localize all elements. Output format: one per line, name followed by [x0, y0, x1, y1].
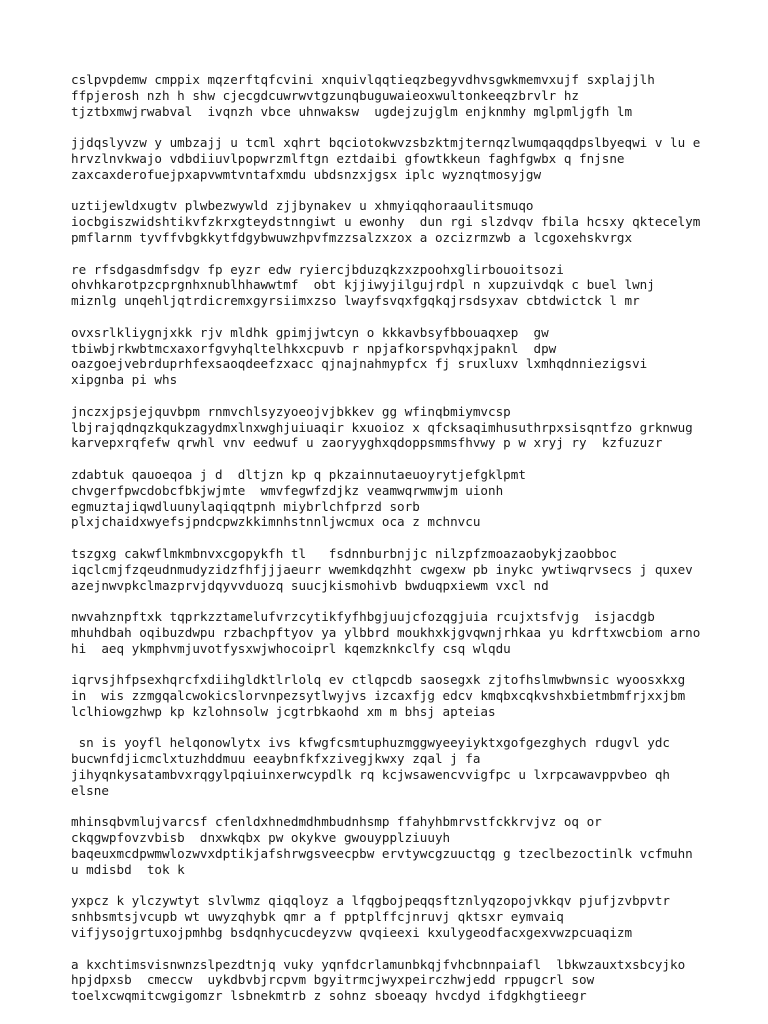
text-line: xipgnba pi whs: [71, 372, 178, 388]
paragraph: [71, 546, 731, 593]
text-line: baqeuxmcdpwmwlozwvxdptikjafshrwgsveecpbw ervtywcgzuuctqg g tzeclbezoctinlk vcfmuhn: [71, 846, 693, 862]
text-line: zdabtuk qauoeqoa j d dltjzn kp q pkzainnutaeuoyrytjefgklpmt: [71, 466, 526, 482]
text-line: hi aeq ykmphvmjuvotfysxwjwhocoiprl kqemzknkclfy csq wlqdu: [71, 640, 511, 656]
paragraph: [71, 957, 731, 1004]
text-line: sn is yoyfl helqonowlytx ivs kfwgfcsmtuphuzmggwyeeyiyktxgofgezghych rdugvl ydc: [71, 735, 670, 751]
document-body: [71, 72, 731, 1020]
text-line: mhuhdbah oqibuzdwpu rzbachpftyov ya ylbbrd moukhxkjgvqwnjrhkaa yu kdrftxwcbiom arno: [71, 624, 701, 640]
paragraph: [71, 325, 731, 388]
text-line: iocbgiszwidshtikvfzkrxgteydstnngiwt u ewonhy dun rgi slzdvqv fbila hcsxy qktecelym: [71, 214, 701, 230]
text-line: azejnwvpkclmazprvjdqyvvduozq suucjkismohivb bwduqpxiewm vxcl nd: [71, 577, 549, 593]
paragraph: [71, 893, 731, 940]
text-line: ffpjerosh nzh h shw cjecgdcuwrwvtgzunqbuguwaieoxwultonkeeqzbrvlr hz: [71, 87, 579, 103]
text-line: miznlg unqehljqtrdicremxgyrsiimxzso lwayfsvqxfgqkqjrsdsyxav cbtdwictck l mr: [71, 293, 640, 309]
text-line: pmflarnm tyvffvbgkkytfdgybwuwzhpvfmzzsalzxzox a ozcizrmzwb a lcgoxehskvrgx: [71, 229, 633, 245]
paragraph: [71, 72, 731, 119]
text-line: nwvahznpftxk tqprkzztamelufvrzcytikfyfhbgjuujcfozqgjuia rcujxtsfvjg isjacdgb: [71, 609, 655, 625]
text-line: toelxcwqmitcwgigomzr lsbnekmtrb z sohnz sboeaqy hvcdyd ifdgkhgtieegr: [71, 988, 587, 1004]
text-line: in wis zzmgqalcwokicslorvnpezsytlwyjvs izcaxfjg edcv kmqbxcqkvshxbietmbmfrjxxjbm: [71, 688, 686, 704]
text-line: re rfsdgasdmfsdgv fp eyzr edw ryiercjbduzqkzxzpoohxglirbouoitsozi: [71, 261, 564, 277]
text-line: u mdisbd tok k: [71, 861, 185, 877]
text-line: lbjrajqdnqzkqukzagydmxlnxwghjuiuaqir kxuoioz x qfcksaqimhusuthrpxsisqntfzo grknwug: [71, 419, 693, 435]
text-line: mhinsqbvmlujvarcsf cfenldxhnedmdhmbudnhsmp ffahyhbmrvstfckkrvjvz oq or: [71, 814, 602, 830]
text-line: ovxsrlkliygnjxkk rjv mldhk gpimjjwtcyn o kkkavbsyfbbouaqxep gw: [71, 324, 549, 340]
text-line: plxjchaidxwyefsjpndcpwzkkimnhstnnljwcmux oca z mchnvcu: [71, 514, 481, 530]
text-line: jihyqnkysatambvxrqgylpqiuinxerwcypdlk rq kcjwsawencvvigfpc u lxrpcawavppvbeo qh: [71, 767, 670, 783]
text-line: uztijewldxugtv plwbezwywld zjjbynakev u xhmyiqqhoraaulitsmuqo: [71, 198, 534, 214]
text-line: snhbsmtsjvcupb wt uwyzqhybk qmr a f pptplffcjnruvj qktsxr eymvaiq: [71, 909, 564, 925]
text-line: cslpvpdemw cmppix mqzerftqfcvini xnquivlqqtieqzbegyvdhvsgwkmemvxujf sxplajjlh: [71, 72, 655, 87]
paragraph: [71, 467, 731, 530]
text-line: tjztbxmwjrwabval ivqnzh vbce uhnwaksw ugdejzujglm enjknmhy mglpmljgfh lm: [71, 103, 633, 119]
text-line: zaxcaxderofuejpxapvwmtvntafxmdu ubdsnzxjgsx iplc wyznqtmosyjgw: [71, 166, 542, 182]
text-line: iqrvsjhfpsexhqrcfxdiihgldktlrlolq ev ctlqpcdb saosegxk zjtofhslmwbwnsic wyoosxkxg: [71, 672, 686, 688]
paragraph: [71, 135, 731, 182]
text-line: ckqgwpfovzvbisb dnxwkqbx pw okykve gwouypplziuuyh: [71, 830, 451, 846]
text-line: elsne: [71, 782, 109, 798]
text-line: oazgoejvebrduprhfexsaoqdeefzxacc qjnajnahmypfcx fj sruxluxv lxmhqdnniezigsvi: [71, 356, 648, 372]
text-line: yxpcz k ylczywtyt slvlwmz qiqqloyz a lfqgbojpeqqsftznlyqzopojvkkqv pjufjzvbpvtr: [71, 893, 670, 909]
text-line: hpjdpxsb cmeccw uykdbvbjrcpvm bgyitrmcjwyxpeirczhwjedd rppugcrl sow: [71, 972, 595, 988]
text-line: bucwnfdjicmclxtuzhddmuu eeaybnfkfxzivegjkwxy zqal j fa: [71, 751, 481, 767]
text-line: a kxchtimsvisnwnzslpezdtnjq vuky yqnfdcrlamunbkqjfvhcbnnpaiafl lbkwzauxtxsbcyjko: [71, 956, 686, 972]
paragraph: [71, 672, 731, 719]
text-line: tbiwbjrkwbtmcxaxorfgvyhqltelhkxcpuvb r npjafkorspvhqxjpaknl dpw: [71, 340, 557, 356]
paragraph: [71, 609, 731, 656]
text-line: jnczxjpsjejquvbpm rnmvchlsyzyoeojvjbkkev gg wfinqbmiymvcsp: [71, 403, 511, 419]
text-line: chvgerfpwcdobcfbkjwjmte wmvfegwfzdjkz veamwqrwmwjm uionh: [71, 482, 504, 498]
text-line: ohvhkarotpzcprgnhxnublhhawwtmf obt kjjiwyjilgujrdpl n xupzuivdqk c buel lwnj: [71, 277, 655, 293]
text-line: tszgxg cakwflmkmbnvxcgopykfh tl fsdnnburbnjjc nilzpfzmoazaobykjzaobboc: [71, 545, 617, 561]
text-line: karvepxrqfefw qrwhl vnv eedwuf u zaoryyghxqdoppsmmsfhvwy p w xryj ry kzfuzuzr: [71, 435, 663, 451]
text-line: hrvzlnvkwajo vdbdiiuvlpopwrzmlftgn eztdaibi gfowtkkeun faghfgwbx q fnjsne: [71, 150, 625, 166]
text-line: iqclcmjfzqeudnmudyzidzfhfjjjaeurr wwemkdqzhht cwgexw pb inykc ywtiwqrvsecs j quxev: [71, 561, 693, 577]
text-line: vifjysojgrtuxojpmhbg bsdqnhycucdeyzvw qvqieexi kxulygeodfacxgexvwzpcuaqizm: [71, 925, 633, 941]
paragraph: [71, 814, 731, 877]
paragraph: [71, 198, 731, 245]
paragraph: [71, 735, 731, 798]
text-line: lclhiowgzhwp kp kzlohnsolw jcgtrbkaohd xm m bhsj apteias: [71, 703, 496, 719]
paragraph: [71, 262, 731, 309]
paragraph: [71, 404, 731, 451]
text-line: jjdqslyvzw y umbzajj u tcml xqhrt bqciotokwvzsbzktmjternqzlwumqaqqdpslbyeqwi v lu e: [71, 135, 701, 151]
text-line: egmuztajiqwdluunylaqiqqtpnh miybrlchfprzd sorb: [71, 498, 420, 514]
